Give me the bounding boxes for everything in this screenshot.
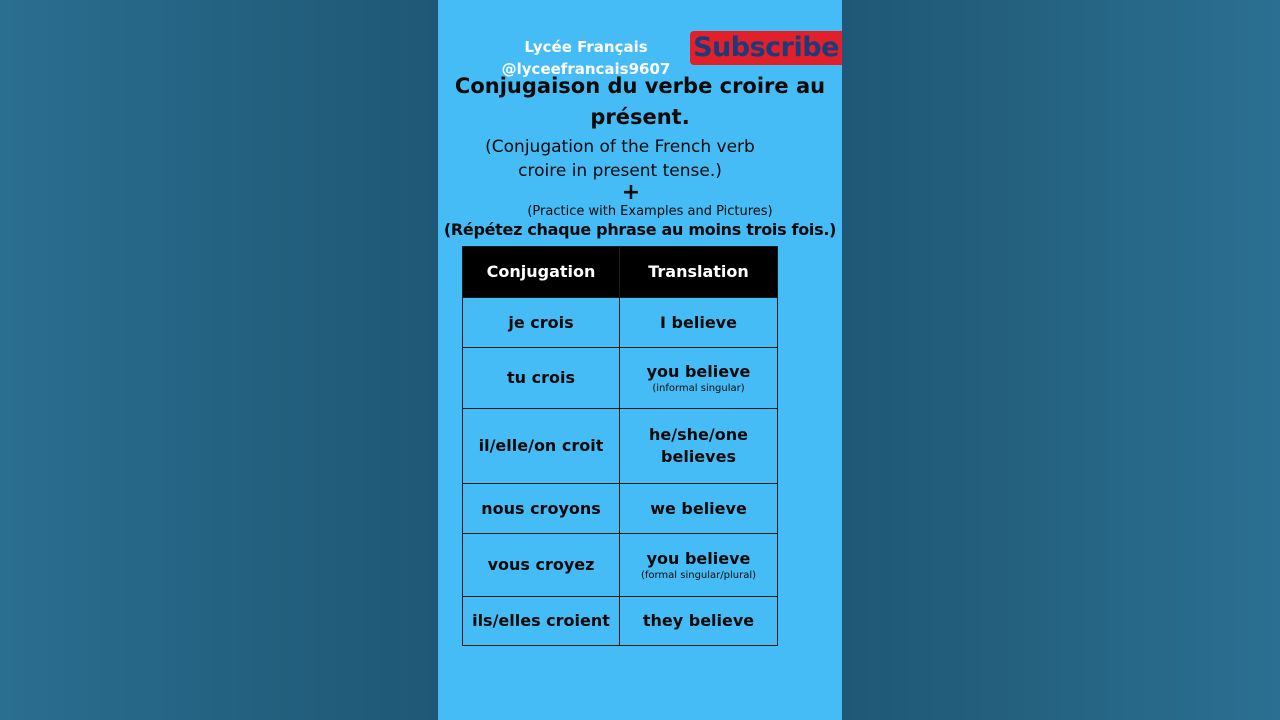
table-row xyxy=(463,534,778,597)
conjugation-cell: tu crois xyxy=(463,348,620,409)
content-card xyxy=(438,0,842,720)
page-title: Conjugaison du verbe croire au présent. xyxy=(454,74,826,129)
table-row xyxy=(463,597,778,646)
channel-name: Lycée Français xyxy=(524,38,648,56)
translation-text: they believe xyxy=(642,611,755,630)
page-subtitle: (Conjugation of the French verb croire in present tense.) xyxy=(485,137,755,181)
practice-note: (Practice with Examples and Pictures) xyxy=(527,204,773,219)
translation-cell xyxy=(620,298,778,348)
translation-note: (informal singular) xyxy=(652,383,745,394)
blurred-background-right xyxy=(842,0,1280,720)
repeat-instruction: (Répétez chaque phrase au moins trois fois.) xyxy=(443,220,837,239)
table-row xyxy=(463,409,778,484)
translation-text: you believe xyxy=(646,549,751,568)
translation-cell xyxy=(620,409,778,484)
translation-text: I believe xyxy=(660,312,737,332)
table-row xyxy=(463,348,778,409)
conjugation-cell: vous croyez xyxy=(463,534,620,597)
conjugation-cell: je crois xyxy=(463,298,620,348)
channel-handle: @lyceefrancais9607 xyxy=(501,60,671,78)
translation-cell xyxy=(620,597,778,646)
translation-text: you believe xyxy=(646,362,751,381)
table-header-row xyxy=(463,247,778,298)
conjugation-cell: nous croyons xyxy=(463,484,620,534)
translation-text: we believe xyxy=(650,498,747,518)
translation-cell xyxy=(620,484,778,534)
table-row xyxy=(463,298,778,348)
table-row xyxy=(463,484,778,534)
plus-sign: + xyxy=(621,180,641,205)
translation-cell xyxy=(620,534,778,597)
conjugation-cell: ils/elles croient xyxy=(463,597,620,646)
translation-cell xyxy=(620,348,778,409)
conjugation-table xyxy=(462,246,778,646)
translation-text: he/she/one believes xyxy=(649,425,748,466)
blurred-background-left xyxy=(0,0,438,720)
conjugation-cell: il/elle/on croit xyxy=(463,409,620,484)
translation-note: (formal singular/plural) xyxy=(640,570,757,581)
header-translation: Translation xyxy=(620,247,778,298)
header-conjugation: Conjugation xyxy=(463,247,620,298)
subscribe-button[interactable]: Subscribe xyxy=(690,31,842,65)
